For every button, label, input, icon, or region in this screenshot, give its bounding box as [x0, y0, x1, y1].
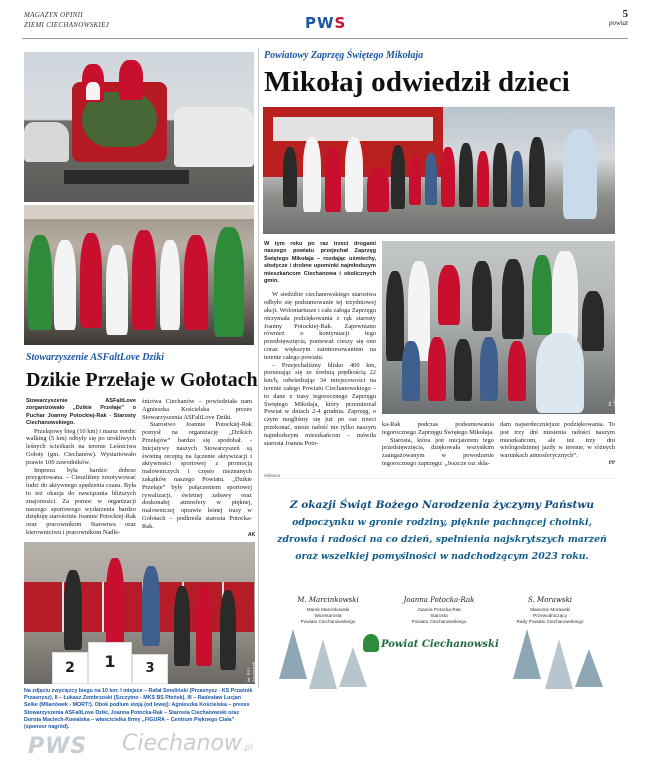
person-8	[529, 137, 545, 207]
signer-3-signature: S. Morawski	[528, 596, 572, 604]
signer-2-signature: Joanna Potocka-Rak	[403, 596, 475, 604]
signer-1-name: Marek Marcinkowski	[306, 607, 350, 612]
runner-first	[106, 558, 124, 648]
podium-first: 1	[88, 642, 132, 684]
child-b	[428, 337, 446, 401]
ad-label: reklama	[264, 473, 281, 478]
greeting-line-3: zdrowia i radości na co dzień, spełnienia najskrytszych marzeń	[277, 534, 607, 545]
left-article-lead: Stowarzyszenie ASFaltLove zorganizowało „Dzikie Przełaje” o Puchar Joanny Potockiej-Rak - Starosty Ciechanowskiego.	[26, 398, 136, 427]
powiat-logo	[381, 639, 499, 650]
left-article-title: Dzikie Przełaje w Gołotach	[26, 369, 258, 391]
right-article-p4: Starosta, która jest inicjatorem tego przedsięwzięcia, dziękowała wszystkim zaangażowanym w powodzenie tegorocznego zaprzęgu: „Jeszcze raz skła-	[382, 436, 494, 467]
magazine-name-line1: MAGAZYN OPINII	[24, 11, 83, 19]
elf-red	[438, 265, 460, 325]
santa-beard	[86, 82, 100, 100]
car-shape	[174, 107, 254, 167]
official-2	[196, 586, 212, 666]
adult-2	[472, 261, 492, 331]
snow-queen	[563, 129, 597, 219]
official-1	[174, 586, 190, 666]
right-article-title: Mikołaj odwiedził dzieci	[264, 66, 571, 98]
car-shape-left	[24, 122, 69, 162]
magazine-name-line2: ZIEMI CIECHANOWSKIEJ	[24, 21, 110, 29]
column-divider	[258, 48, 259, 688]
elf-7	[184, 235, 208, 330]
left-article-p1: Przełajowy bieg (10 km) i marsz nordic walking (5 km) odbyły się po urokliwych leśnych ścieżkach na terenie Leśnictwa Gołoty (gm. Ciechanów). Wystartowało prawie 100 zawodników.	[26, 427, 136, 466]
left-article-p4: Starostwo Joannie Potockiej-Rak pomysł na organizację „Dzikich Przełajów” bardzo się spodobał. - Inicjatywy naszych Stowarzyszeń są świetną receptą na łączenie aktywizacji i aktywności sportowej z promocją malowniczych i często nieznanych zakątków naszego Powiatu. „Dzikie Przełaje” były połączeniem sportowej rywalizacji, świetnej zabawy oraz doskonałej atmosfery w pięknej, malowniczej oprawie leśnej trasy w Gołotach – podkreśla starosta Potocka-Rak.	[142, 421, 252, 530]
pws-logo	[305, 14, 346, 32]
footer-site[interactable]	[122, 731, 253, 756]
left-article-p2: Impreza była bardzo dobrze przygotowana. – Cieszliśmy zmotywować ludzi do aktywnego spędzenia czasu. Była to też okazja do nawiązania bliższych znajomości. Za pomoc w organizacji naszego sportowego wydarzenia bardzo dziękuję starościnie Joannie Potockiej-Rak oraz pracownikom Starostwa oraz kierownictwu i pracownikom Nadle-	[26, 466, 136, 536]
signer-3-role2: Rady Powiatu Ciechanowskiego	[516, 619, 584, 624]
christmas-greeting-ad	[263, 478, 615, 690]
right-article-p5: dam najserdeczniejsze podziękowania. To jest trzy dni niesienia radości naszym mieszkańcom, ale też trzy dni wielogodzinnej jazdy w terenie, w różnych warunkach atmosferycznych”.	[500, 421, 615, 460]
adult-1	[386, 271, 404, 361]
christmas-tree-icon-4	[513, 629, 541, 679]
podium-second: 2	[52, 652, 88, 684]
elf-8	[214, 227, 244, 337]
adult-4	[582, 291, 604, 351]
photo-elves	[24, 205, 254, 345]
greeting-line-4-post: roku.	[557, 551, 589, 562]
photo-credit-left: fot. PS / Kaczmarek	[246, 661, 256, 682]
right-article-column-2	[382, 421, 494, 471]
person-4	[345, 137, 363, 212]
runner-second	[64, 570, 82, 650]
footer-site-suffix: .pl	[241, 743, 254, 753]
right-article-p2: – Przejechaliśmy blisko 400 km, poruszając się ze średnią prędkością 22 km/h, odwiedzając 34 miejscowości na terenie całego Powiatu Ciechanowskiego – to dane z trasy tegorocznego Zaprzęgu Świętego Mikołaja, który przemierzał Powiat w dniach 2-4 grudnia. Zaprzęg, o czym mogliśmy się już po raz trzeci przekonać, niesie radość nie tylko naszym najmłodszym mieszkańcom – mówiła starosta Joanna Poto-	[264, 361, 376, 447]
snow-queen-seated	[536, 333, 584, 413]
footer-logo-main: PW	[28, 734, 71, 759]
pws-logo-main: PW	[305, 14, 335, 32]
left-article-column-1	[26, 398, 136, 538]
podium-caption: Na zdjęciu zwycięzcy biegu na 10 km: I miejsce – Rafał Smoliński (Przasnysz - KS Przaśnik Przasnysz), II – Łukasz Zembrzoski (Szczytno - MKS BS Płońsk), III – Radosław Lucjan Selke (Milanówek - MORT!). Obok podium stoją (od lewej): Agnieszka Kościelska – prezes Stowarzyszenia ASFaltLove Dziki, Joanna Potocka-Rak – Starosta Ciechanowski oraz Dorota Maciech-Kowalska – właścicielka firmy „FIGURA – Centrum Pięknego Ciała” (sponsor nagród).	[24, 688, 253, 731]
greeting-line-1: Z okazji Świąt Bożego Narodzenia życzymy Państwu	[289, 499, 595, 511]
right-article-p1: W siedzibie ciechanowskiego starostwa odbyło się podsumowanie tej trzydniowej akcji. Wolontariusze i cała załoga Zaprzęgu otrzymała podziękowania z rąk starosty Joanny Potockiej-Rak. Zapewniano również o kontynuacji tego przedsięwzięcia, ponieważ cieszy się ono coraz większym zainteresowaniem na terenie całego powiatu.	[264, 291, 376, 361]
child-5	[511, 151, 523, 207]
coat-of-arms-icon	[363, 634, 379, 652]
greeting-signers	[263, 597, 615, 627]
greeting-line-4-pre: oraz wszelkiej pomyślności w nadchodzącym	[295, 551, 532, 562]
page-number: 5	[622, 8, 628, 20]
photo-santa-sleigh	[24, 52, 254, 202]
person-2	[303, 137, 321, 212]
greeting-line-2: odpoczynku w gronie rodziny, pięknie pachnącej choinki,	[292, 517, 592, 528]
child-c	[454, 339, 472, 401]
greeting-year: 2023	[531, 551, 558, 562]
signer-3-role: Przewodniczący	[533, 613, 567, 618]
runner-third	[142, 566, 160, 646]
elf-4	[106, 245, 128, 335]
signer-1-signature: M. Marcinkowski	[297, 596, 359, 604]
elf-6	[160, 240, 180, 330]
footer-logo-accent: S	[70, 734, 88, 759]
page-info	[609, 10, 628, 28]
photo-credit-right: fot. UP / AM	[607, 398, 622, 406]
person-7	[493, 143, 507, 207]
child-d	[480, 337, 498, 401]
trailer-base	[64, 170, 189, 184]
powiat-logo-word1: Powiat	[381, 639, 419, 650]
greeting-line-4	[277, 548, 607, 565]
footer-logo	[28, 734, 87, 759]
right-article-author: PP	[608, 460, 615, 466]
left-article-column-2	[142, 398, 252, 538]
left-article-kicker: Stowarzyszenie ASFaltLove Dziki	[26, 352, 164, 363]
elf-green	[532, 255, 552, 335]
santa-figure-2	[119, 60, 143, 100]
signer-2	[384, 597, 494, 625]
signer-1	[273, 597, 383, 625]
signer-2-role2: Powiatu Ciechanowskiego	[411, 619, 467, 624]
child-2	[425, 153, 437, 205]
christmas-tree-icon	[279, 629, 307, 679]
signer-2-role: Starosta	[430, 613, 448, 618]
photo-group-bus	[263, 107, 615, 234]
podium-third: 3	[132, 654, 168, 684]
page-footer	[0, 728, 650, 768]
person-3	[325, 147, 341, 212]
magazine-name	[24, 10, 109, 30]
santa-seated	[367, 167, 389, 212]
christmas-tree-icon-2	[309, 639, 337, 689]
elf-5	[132, 230, 156, 330]
right-article-lead: W tym roku po raz trzeci drogami naszego powiatu przejechał Zaprzęg Świętego Mikołaja – rozdając uśmiechy, słodycze i drobne upominki najmłodszym mieszkańcom Ciechanowa i okolicznych gmin.	[264, 241, 376, 285]
signer-3-name: Sławomir Morawski	[529, 607, 571, 612]
child-3	[441, 147, 455, 207]
photo-podium	[24, 542, 255, 684]
right-article-column-3	[500, 421, 615, 471]
right-article-p3: ka-Rak podczas podsumowania tegorocznego Zaprzęgu Świętego Mikołaja.	[382, 421, 494, 436]
pws-logo-accent: S	[334, 14, 347, 32]
right-article-column-1	[264, 241, 376, 465]
child-a	[402, 341, 420, 401]
christmas-tree-icon-3	[339, 647, 367, 687]
person-1	[283, 147, 297, 207]
signer-2-name: Joanna Potocka-Rak	[417, 607, 461, 612]
signer-3	[495, 597, 605, 625]
photo-children-santa	[382, 241, 622, 414]
right-article-kicker: Powiatowy Zaprzęg Świętego Mikołaja	[264, 50, 424, 61]
child-1	[409, 155, 421, 205]
helper-white	[552, 251, 578, 341]
page-header	[0, 0, 650, 40]
header-divider	[22, 38, 628, 39]
footer-site-name: Ciechanow	[122, 731, 242, 756]
left-article-author: AK	[248, 532, 256, 538]
powiat-logo-word2: Ciechanowski	[421, 639, 499, 650]
child-4	[477, 151, 489, 207]
elf-3	[80, 233, 102, 328]
bus-ceiling	[24, 205, 254, 219]
person-5	[391, 145, 405, 209]
elf-2	[54, 240, 76, 330]
official-3	[220, 590, 236, 670]
adult-3	[502, 259, 524, 339]
christmas-tree-icon-6	[575, 649, 603, 687]
left-article-p3: śnictwa Ciechanów – powiedziała nam Agnieszka Kościelska - prezes Stowarzyszenia ASFaltLove Dziki.	[142, 398, 252, 421]
child-e	[508, 341, 526, 401]
signer-1-role: Wicestarosta	[314, 613, 342, 618]
greeting-text	[277, 497, 607, 565]
elf-1	[28, 235, 52, 330]
signer-1-role2: Powiatu Ciechanowskiego	[300, 619, 356, 624]
person-6	[459, 143, 473, 207]
christmas-tree-icon-5	[545, 639, 573, 689]
section-name: powiat	[608, 19, 628, 27]
